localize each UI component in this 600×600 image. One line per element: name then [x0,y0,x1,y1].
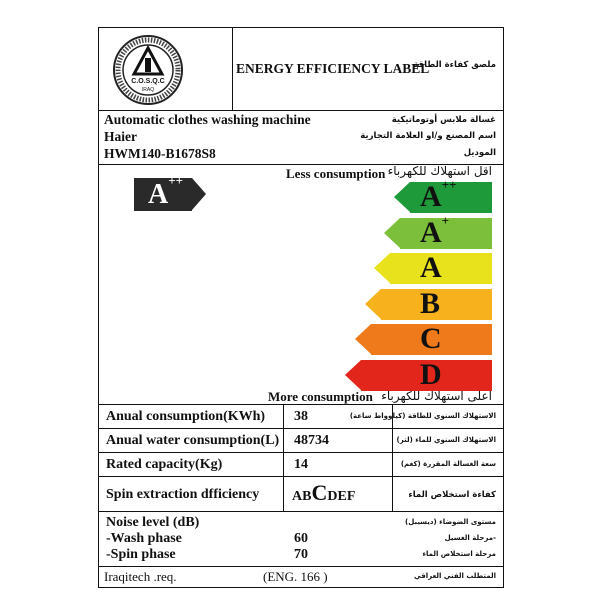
class-arrow-d [345,357,492,391]
class-arrow-label: D [420,357,442,391]
capacity-value: 14 [294,457,308,472]
capacity-label-ar: سعة الغسالة المقررة (كغم) [400,460,496,468]
spin-efficiency-label-ar: كفاءة استخلاص الماء [408,490,496,500]
class-arrow-label: B [419,286,440,320]
logo-text: C.O.S.Q.C [131,78,165,85]
class-arrow-b [365,286,492,320]
class-arrow-c [355,324,492,355]
spin-class-b: B [302,489,312,504]
label-title-ar: ملصق كفاءة الطاقة [413,60,496,70]
class-arrow-a-plus-plus [394,177,492,213]
class-arrow-label: A [419,251,442,284]
class-arrow-label: C [419,322,442,355]
product-brand-ar: اسم المصنع و/او العلامة التجارية [360,131,496,141]
label-title: ENERGY EFFICIENCY LABEL [236,61,430,76]
energy-value: 38 [294,409,308,424]
less-consumption-label: Less consumption [286,166,386,181]
more-consumption-label-ar: اعلى استهلاك للكهرباء [381,389,492,403]
noise-label: Noise level (dB) [106,515,200,530]
spin-class-f: F [346,489,356,504]
energy-label: Anual consumption(KWh) [106,409,266,424]
wash-phase-value: 60 [294,531,308,546]
rated-class-sup: ++ [168,172,184,188]
spin-class-d: D [327,489,338,504]
footer-req-ar: المتطلب الفني العراقي [414,572,496,580]
rated-class-arrow [134,172,206,211]
footer-eng: (ENG. 166 ) [263,569,328,584]
spin-class-c: C [311,480,328,505]
footer-req: Iraqitech .req. [104,569,177,584]
spin-phase-label: -Spin phase [106,547,176,562]
more-consumption-label: More consumption [268,389,373,404]
logo-sub: IRAQ [141,87,155,93]
wash-phase-label: -Wash phase [106,531,182,546]
water-label: Anual water consumption(L) [106,433,280,448]
product-model: HWM140-B1678S8 [104,146,216,161]
spin-class-a: A [292,489,303,504]
product-model-ar: الموديل [463,148,496,158]
spin-phase-label-ar: مرحلة استخلاص الماء [422,550,496,558]
water-value: 48734 [294,433,329,448]
cosqc-logo [112,34,184,106]
water-label-ar: الاستهلاك السنوي للماء (لتر) [396,436,496,444]
spin-efficiency-label: Spin extraction dfficiency [106,487,260,502]
less-consumption-label-ar: اقل استهلاك للكهرباء [387,164,492,178]
noise-label-ar: مستوى الضوضاء (ديسيبل) [405,518,496,526]
energy-label-ar: الاستهلاك السنوي للطاقة (كيلوواط ساعة) [349,412,496,420]
product-brand: Haier [104,129,137,144]
rated-class-letter: A [148,179,169,210]
class-arrow-a-plus [384,212,492,249]
product-type: Automatic clothes washing machine [104,112,311,127]
wash-phase-label-ar: -مرحلة الغسيل [444,534,496,542]
spin-class-e: E [337,489,347,504]
spin-efficiency-classes [292,480,355,506]
class-arrow-label: A+ [419,212,450,249]
class-arrow-a [374,253,492,284]
spin-phase-value: 70 [294,547,308,562]
capacity-label: Rated capacity(Kg) [106,457,223,472]
class-arrow-label: A++ [420,177,457,213]
product-type-ar: غسالة ملابس أوتوماتيكية [391,115,496,125]
